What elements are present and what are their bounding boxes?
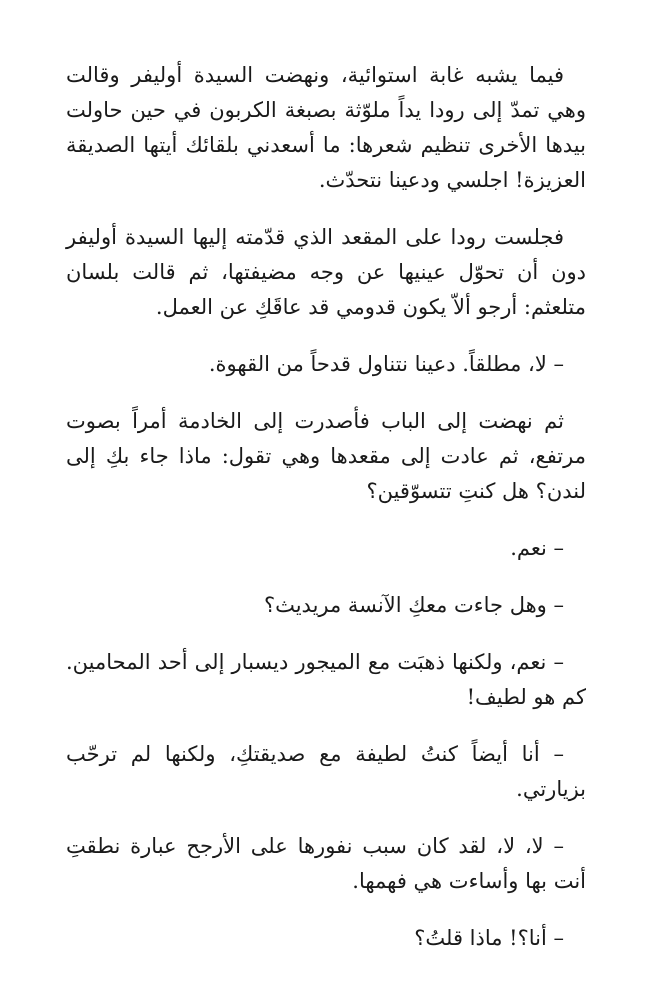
paragraph-2: فجلست رودا على المقعد الذي قدّمته إليها السيدة أوليفر دون أن تحوّل عينيها عن وجه مضيفتها، ثم قالت بلسان متلعثم: أرجو ألاّ يكون قدومي قد عاقَكِ عن العمل. bbox=[66, 225, 586, 319]
paragraph-1: فيما يشبه غابة استوائية، ونهضت السيدة أوليفر وقالت وهي تمدّ إلى رودا يداً ملوّثة بصبغة الكربون في حين حاولت بيدها الأخرى تنظيم شعرها: ما أسعدني بلقائك أيتها الصديقة العزيزة! اجلسي ودعينا نتحدّث. bbox=[66, 63, 586, 192]
paragraph-9: – لا، لا، لقد كان سبب نفورها على الأرجح عبارة نطقتِ أنت بها وأساءت هي فهمها. bbox=[66, 834, 586, 893]
book-page bbox=[66, 58, 586, 978]
paragraph-6: – وهل جاءت معكِ الآنسة مريديث؟ bbox=[263, 593, 564, 617]
paragraph-10: – أنا؟! ماذا قلتُ؟ bbox=[414, 926, 564, 950]
paragraph-5: – نعم. bbox=[510, 536, 564, 560]
paragraph-7: – نعم، ولكنها ذهبَت مع الميجور ديسبار إلى أحد المحامين. كم هو لطيف! bbox=[66, 650, 586, 709]
paragraph-3: – لا، مطلقاً. دعينا نتناول قدحاً من القهوة. bbox=[208, 352, 564, 376]
paragraph-8: – أنا أيضاً كنتُ لطيفة مع صديقتكِ، ولكنها لم ترحّب بزيارتي. bbox=[66, 742, 586, 801]
paragraph-4: ثم نهضت إلى الباب فأصدرت إلى الخادمة أمراً بصوت مرتفع، ثم عادت إلى مقعدها وهي تقول: ماذا جاء بكِ إلى لندن؟ هل كنتِ تتسوّقين؟ bbox=[66, 409, 586, 503]
